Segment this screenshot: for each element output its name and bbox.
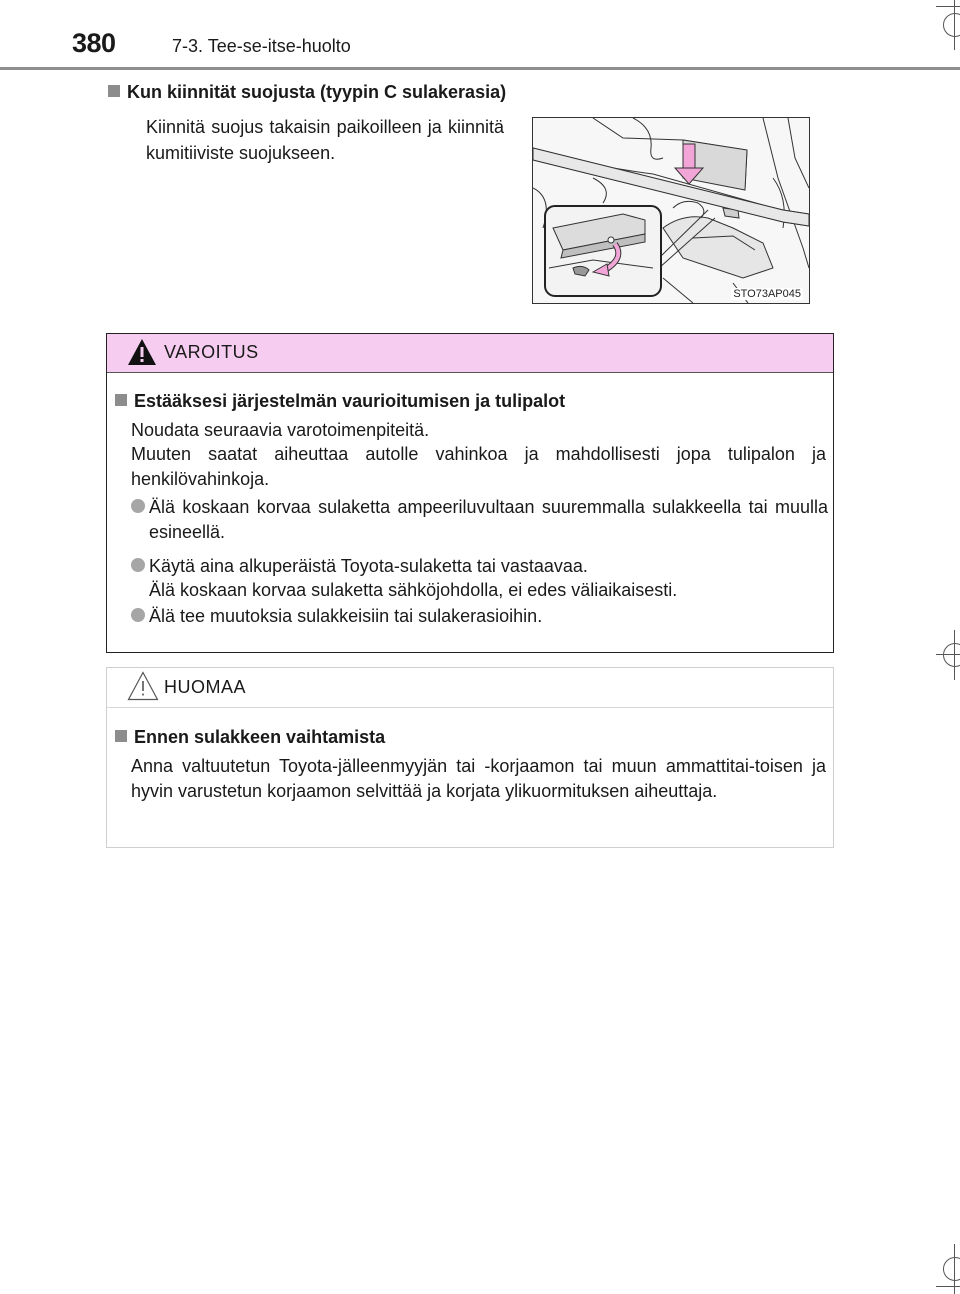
registration-mark-mid-right bbox=[930, 630, 960, 680]
square-bullet-icon bbox=[108, 85, 120, 97]
bullet-dot-icon bbox=[131, 499, 145, 513]
registration-mark-bottom-right bbox=[930, 1244, 960, 1294]
note-heading bbox=[115, 727, 385, 748]
figure-code: STO73AP045 bbox=[733, 288, 801, 300]
inset-detail bbox=[545, 206, 661, 296]
warning-bullet: Käytä aina alkuperäistä Toyota-sulaketta tai vastaavaa. bbox=[131, 554, 828, 579]
warning-intro-line2: Muuten saatat aiheuttaa autolle vahinkoa ja mahdollisesti jopa tulipalon ja henkilövahinkoja. bbox=[131, 444, 826, 489]
note-text: Anna valtuutetun Toyota-jälleenmyyjän tai -korjaamon tai muun ammattitai-toisen ja hyvin varustetun korjaamon selvittää ja korjata ylikuormituksen aiheuttaja. bbox=[131, 756, 826, 801]
warning-bullet-continuation: Älä koskaan korvaa sulaketta sähköjohdolla, ei edes väliaikaisesti. bbox=[149, 580, 678, 600]
bullet-dot-icon bbox=[131, 558, 145, 572]
subsection-text: Kiinnitä suojus takaisin paikoilleen ja kiinnitä kumitiiviste suojukseen. bbox=[146, 117, 504, 163]
engine-bay-drawing bbox=[533, 118, 809, 303]
square-bullet-icon bbox=[115, 730, 127, 742]
bullet-dot-icon bbox=[131, 608, 145, 622]
note-box bbox=[106, 667, 834, 848]
warning-header bbox=[107, 334, 833, 373]
subsection-heading-text: Kun kiinnität suojusta (tyypin C sulakerasia) bbox=[127, 82, 507, 102]
caution-triangle-outline-icon bbox=[127, 671, 159, 701]
header-rule bbox=[0, 67, 960, 70]
square-bullet-icon bbox=[115, 394, 127, 406]
fuse-box-cover-illustration bbox=[532, 117, 810, 304]
warning-title: VAROITUS bbox=[164, 342, 259, 362]
page-number: 380 bbox=[72, 28, 116, 58]
registration-mark-top-right bbox=[930, 0, 960, 50]
subsection-heading bbox=[108, 82, 506, 103]
warning-triangle-icon bbox=[127, 338, 157, 366]
section-title: 7-3. Tee-se-itse-huolto bbox=[172, 36, 351, 56]
warning-bullet: Älä koskaan korvaa sulaketta ampeeriluvultaan suuremmalla sulakkeella tai muulla esineellä. bbox=[131, 495, 828, 544]
warning-bullet: Älä tee muutoksia sulakkeisiin tai sulakerasioihin. bbox=[131, 604, 828, 629]
warning-heading bbox=[115, 391, 565, 412]
note-title: HUOMAA bbox=[164, 677, 247, 697]
note-heading-text: Ennen sulakkeen vaihtamista bbox=[134, 727, 386, 747]
note-header bbox=[107, 668, 833, 708]
warning-heading-text: Estääksesi järjestelmän vaurioitumisen ja tulipalot bbox=[134, 391, 566, 411]
warning-box bbox=[106, 333, 834, 653]
warning-intro-line1: Noudata seuraavia varotoimenpiteitä. bbox=[131, 420, 430, 440]
